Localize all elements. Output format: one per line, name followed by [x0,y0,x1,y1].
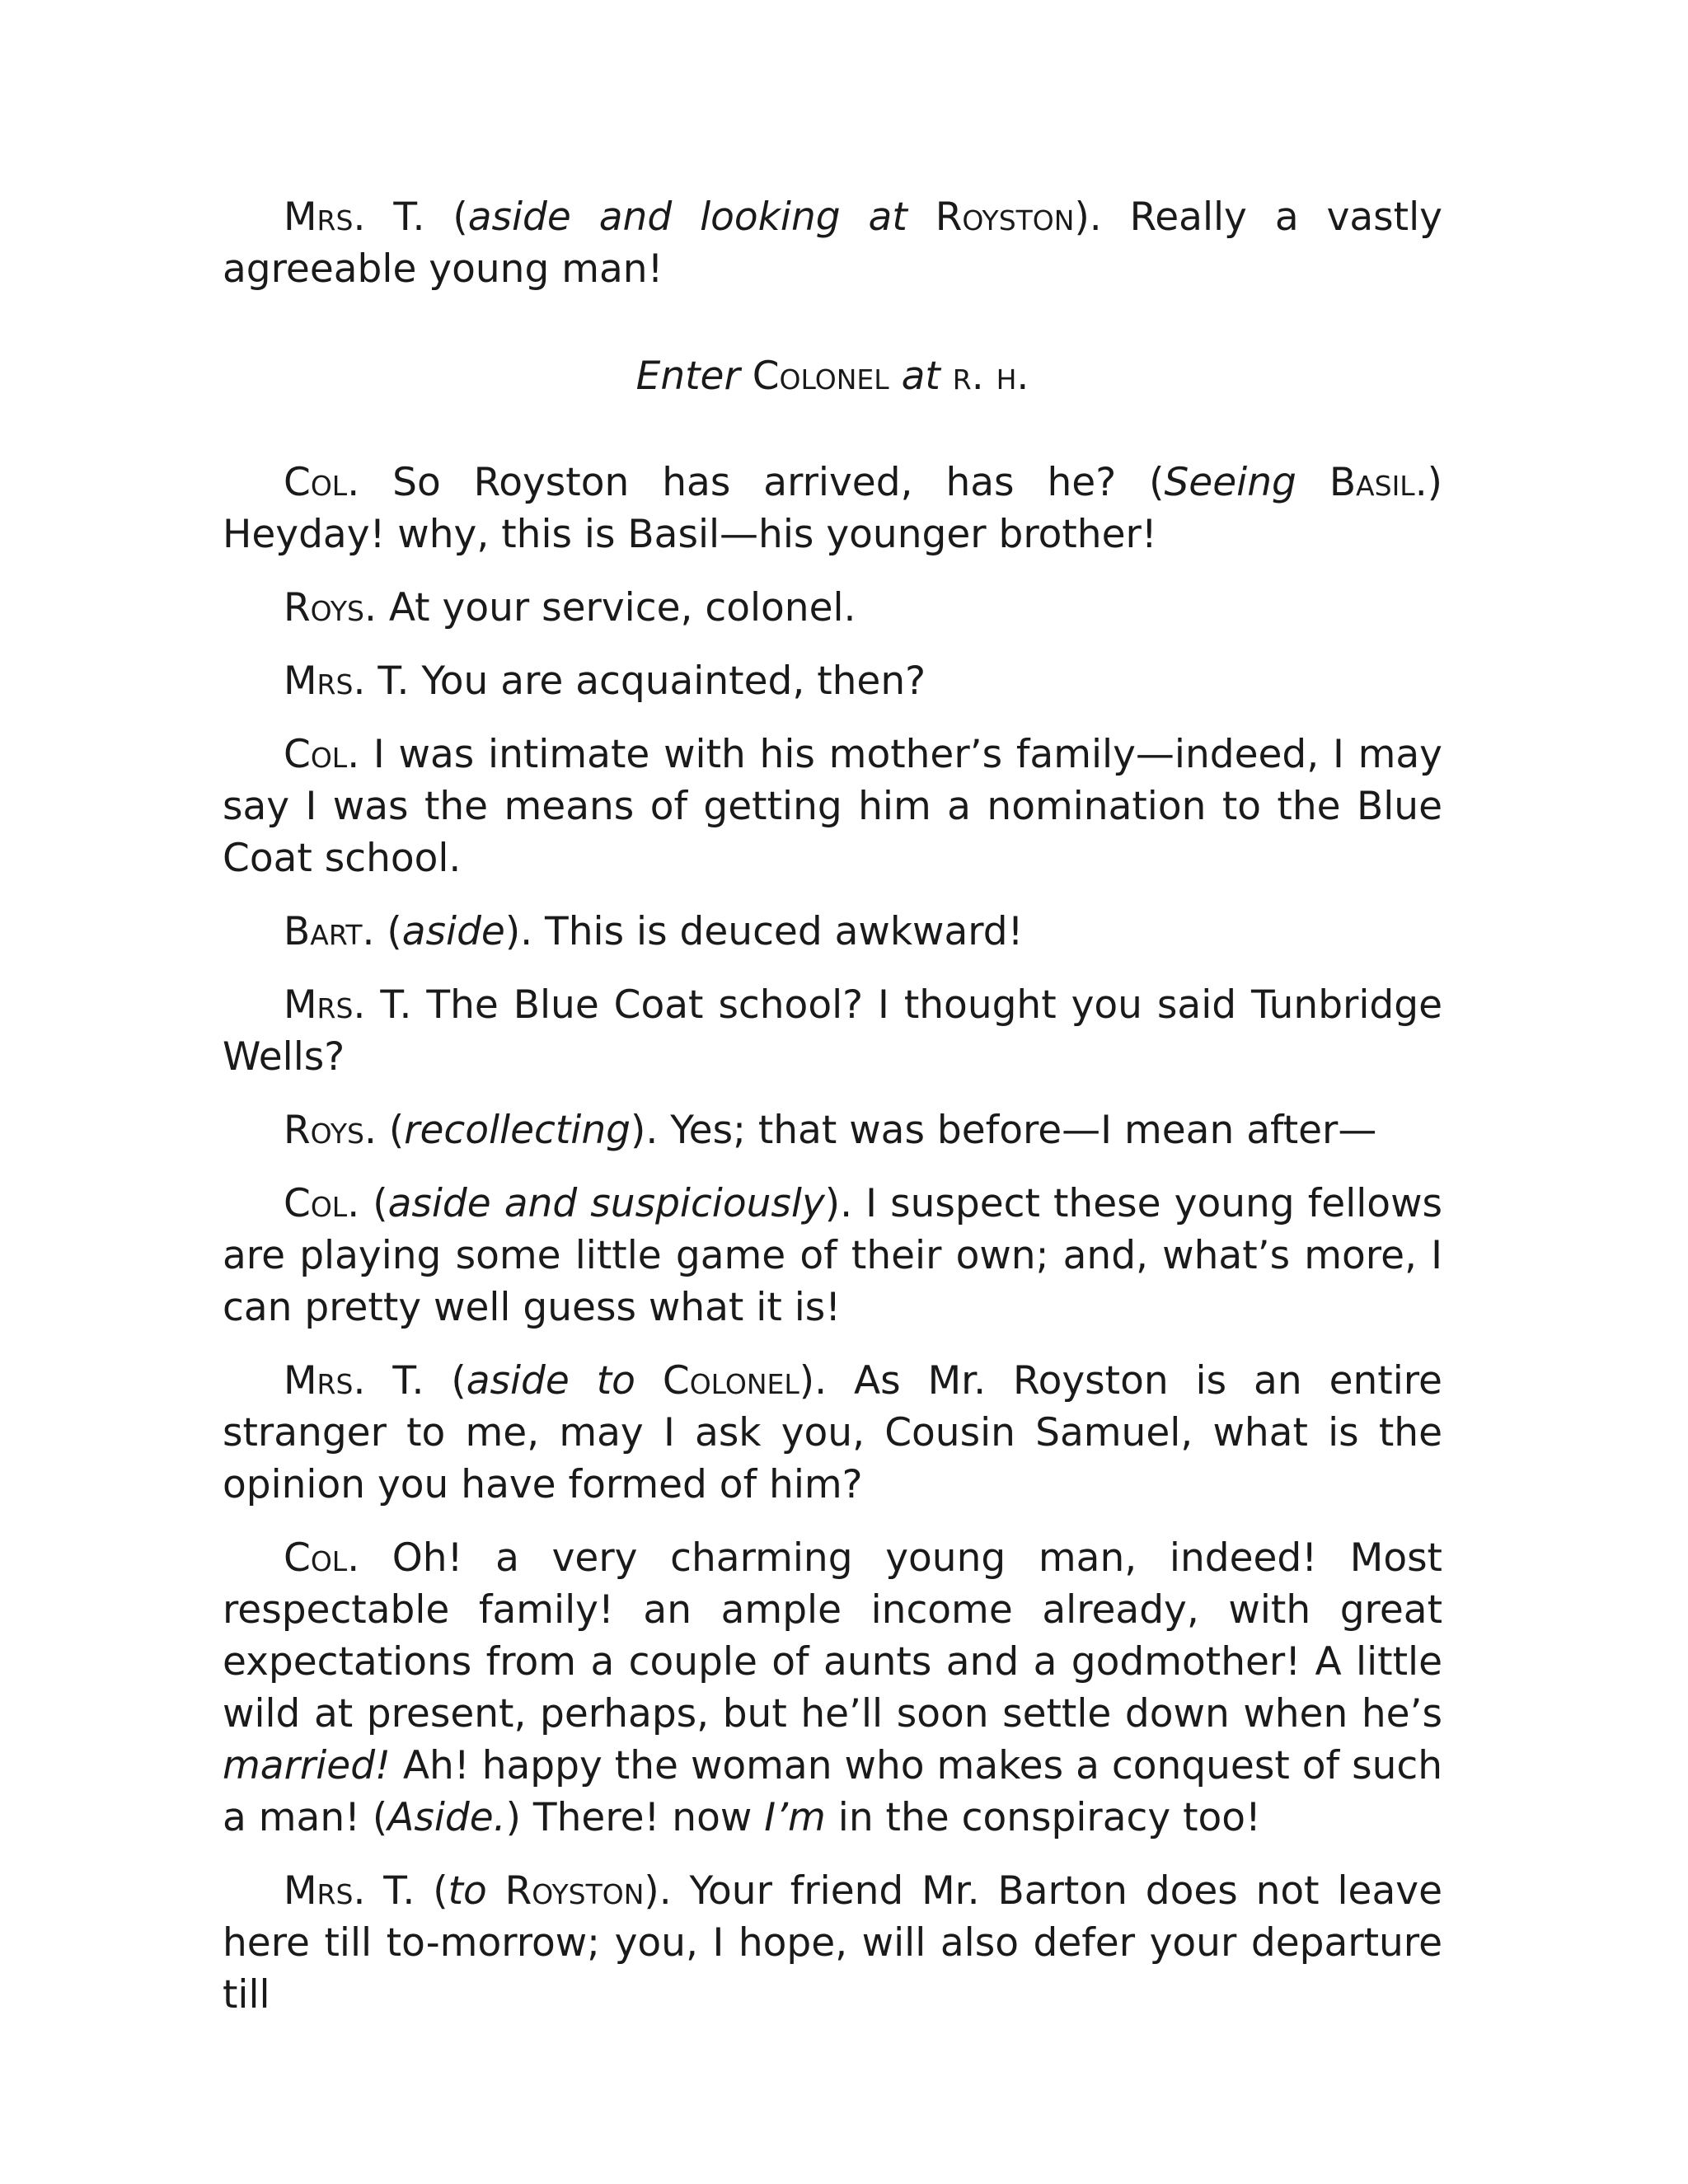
text-run: ). Your friend Mr. Barton does not leave here till to-morrow; you, I hope, will also defer your departure till [223,1868,1442,2018]
text-run: .) Heyday! why, this is Basil—his younger brother! [223,460,1442,557]
speaker-name: r. h. [952,354,1029,399]
text-run: . ( [363,1108,405,1153]
text-run: . I was intimate with his mother’s family—indeed, I may say I was the means of getting him a nomination to the Blue Coat school. [223,732,1442,881]
text-run: ). Really a vastly agreeable young man! [223,194,1442,292]
italic-text: recollecting [404,1108,631,1153]
text-run [487,1868,505,1914]
text-run: . ( [347,1181,388,1226]
dialogue-paragraph [223,729,1442,884]
text-run: ). As Mr. Royston is an entire stranger to me, may I ask you, Cousin Samuel, what is the opinion you have formed of him? [223,1358,1442,1507]
text-run: . T. ( [353,194,468,240]
dialogue-paragraph [223,979,1442,1083]
speaker-name: Mrs [284,1868,354,1914]
text-run: . Oh! a very charming young man, indeed! Most respectable family! an ample income already, with great expectations from a couple of aunts and a godmother! A little wild at present, perhaps, but he’ll soon settle down when he’s [223,1535,1442,1736]
text-run: ). I suspect these young fellows are playing some little game of their own; and, what’s more, I can pretty well guess what it is! [223,1181,1442,1330]
speaker-name: Royston [504,1868,645,1914]
text-run [635,1358,663,1404]
document-page [223,191,1442,2042]
speaker-name: Col [284,1181,348,1226]
dialogue-paragraph [223,906,1442,958]
dialogue-paragraph [223,655,1442,707]
text-run: . T. ( [353,1358,467,1404]
italic-text: aside and looking at [467,194,907,240]
italic-text: I’m [764,1795,826,1840]
speaker-name: Bart [284,909,363,954]
italic-text: aside to [466,1358,635,1404]
italic-text: Seeing [1164,460,1296,505]
speaker-name: Basil [1329,460,1415,505]
dialogue-paragraph [223,1532,1442,1844]
speaker-name: Mrs [284,1358,354,1404]
italic-text: to [448,1868,487,1914]
text-run: ). This is deuced awkward! [504,909,1024,954]
text-run: . ( [362,909,402,954]
dialogue-paragraph [223,582,1442,634]
dialogue-paragraph [223,457,1442,560]
text-run: . T. ( [353,1868,448,1914]
speaker-name: Colonel [662,1358,799,1404]
text-run: Ah! happy the woman who makes a conquest of such a man! ( [223,1743,1442,1840]
text-run: . T. The Blue Coat school? I thought you said Tunbridge Wells? [223,982,1442,1080]
dialogue-paragraph [223,1355,1442,1511]
text-run [907,194,935,240]
dialogue-paragraph [223,1104,1442,1156]
text-run [889,354,902,399]
speaker-name: Colonel [752,354,889,399]
italic-text: married! [223,1743,391,1788]
speaker-name: Roys [284,585,364,630]
speaker-name: Roys [284,1108,364,1153]
speaker-name: Mrs [284,194,354,240]
text-run: . At your service, colonel. [363,585,856,630]
dialogue-paragraph [223,1865,1442,2021]
speaker-name: Royston [935,194,1075,240]
stage-direction [223,350,1442,402]
speaker-name: Mrs [284,982,354,1028]
speaker-name: Col [284,732,348,777]
italic-text: Aside. [387,1795,506,1840]
speaker-name: Col [284,460,348,505]
italic-text: at [901,354,940,399]
dialogue-paragraph [223,191,1442,295]
text-run: ) There! now [505,1795,765,1840]
text-run [1296,460,1329,505]
text-run: . So Royston has arrived, has he? ( [347,460,1165,505]
speaker-name: Mrs [284,658,354,704]
text-run [740,354,753,399]
dialogue-paragraph [223,1178,1442,1333]
text-run: in the conspiracy too! [825,1795,1261,1840]
speaker-name: Col [284,1535,348,1581]
italic-text: aside [401,909,505,954]
italic-text: aside and suspiciously [387,1181,825,1226]
text-run: . T. You are acquainted, then? [353,658,926,704]
text-run: ). Yes; that was before—I mean after— [630,1108,1377,1153]
italic-text: Enter [635,354,740,399]
text-run [940,354,953,399]
